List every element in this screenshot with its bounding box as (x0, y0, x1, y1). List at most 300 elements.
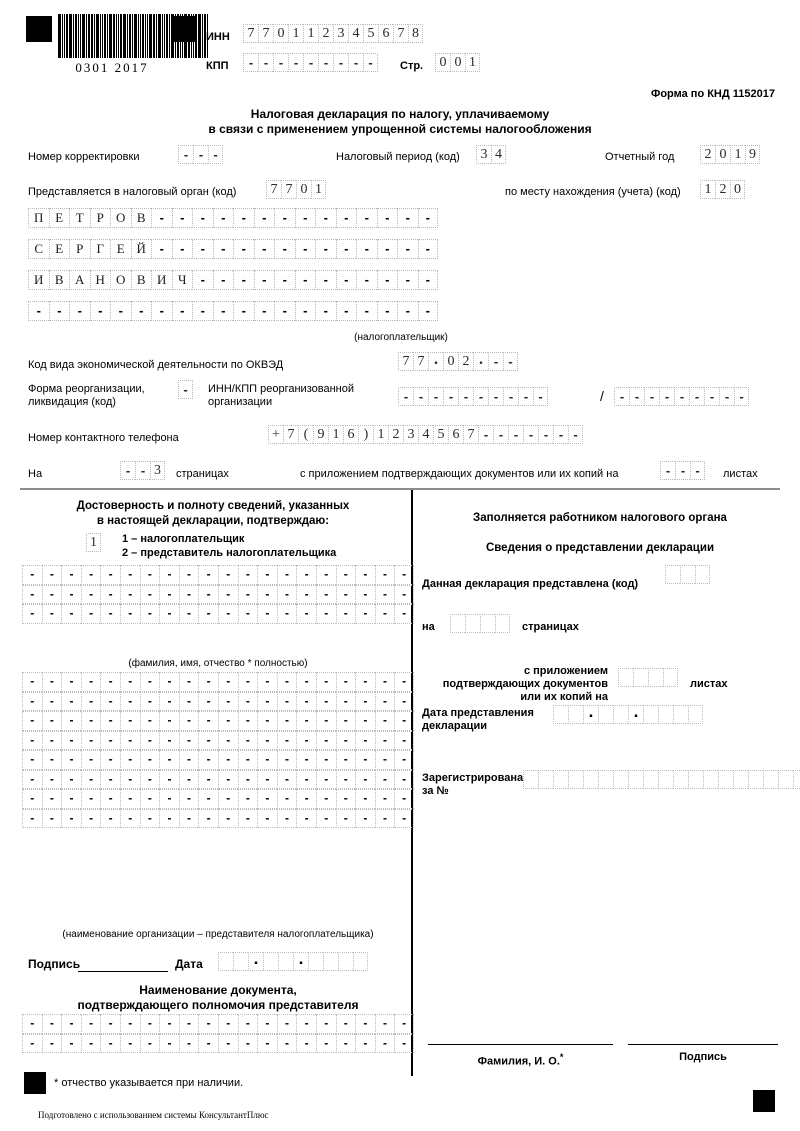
cell[interactable]: - (198, 789, 218, 809)
fio-input-row[interactable] (22, 604, 414, 624)
cell[interactable]: - (355, 711, 375, 731)
cell[interactable]: - (355, 731, 375, 751)
cell[interactable]: - (120, 1034, 140, 1054)
cell[interactable]: - (42, 809, 62, 829)
cell[interactable]: - (336, 1014, 356, 1034)
confirm-fio-rows[interactable] (22, 565, 414, 624)
cell[interactable] (553, 705, 568, 724)
cell[interactable]: - (238, 809, 258, 829)
location-value[interactable] (700, 180, 745, 199)
cell[interactable]: - (120, 604, 140, 624)
cell[interactable]: - (316, 692, 336, 712)
cell[interactable]: - (61, 604, 81, 624)
cell[interactable]: - (316, 672, 336, 692)
cell[interactable]: - (257, 789, 277, 809)
cell[interactable]: - (159, 770, 179, 790)
cell[interactable]: Е (49, 239, 70, 259)
cell[interactable]: - (257, 672, 277, 692)
cell[interactable]: - (316, 565, 336, 585)
cell[interactable]: - (100, 1034, 120, 1054)
cell[interactable]: 4 (491, 145, 506, 164)
cell[interactable]: - (42, 692, 62, 712)
cell[interactable]: - (131, 301, 152, 321)
cell[interactable]: - (22, 585, 42, 605)
cell[interactable]: - (518, 387, 533, 406)
cell[interactable]: - (704, 387, 719, 406)
cell[interactable]: - (538, 425, 553, 444)
cell[interactable]: - (336, 770, 356, 790)
cell[interactable]: - (238, 770, 258, 790)
cell[interactable] (643, 705, 658, 724)
cell[interactable]: - (49, 301, 70, 321)
cell[interactable]: - (179, 1034, 199, 1054)
cell[interactable]: - (140, 789, 160, 809)
cell[interactable]: 1 (303, 24, 318, 43)
cell[interactable]: - (120, 750, 140, 770)
cell[interactable]: - (397, 208, 418, 228)
cell[interactable]: 2 (715, 180, 730, 199)
cell[interactable]: - (238, 1014, 258, 1034)
signature-line[interactable] (78, 970, 168, 972)
cell[interactable]: - (22, 809, 42, 829)
cell[interactable]: - (198, 672, 218, 692)
cell[interactable]: - (316, 750, 336, 770)
cell[interactable]: - (238, 585, 258, 605)
cell[interactable]: 0 (730, 180, 745, 199)
cell[interactable]: - (355, 809, 375, 829)
cell[interactable]: - (394, 809, 414, 829)
cell[interactable]: - (159, 692, 179, 712)
cell[interactable] (673, 770, 688, 789)
cell[interactable]: - (100, 672, 120, 692)
cell[interactable]: - (296, 770, 316, 790)
correction-value[interactable] (178, 145, 223, 164)
cell[interactable]: - (488, 352, 503, 371)
cell[interactable]: Р (90, 208, 111, 228)
cell[interactable]: - (254, 208, 275, 228)
cell[interactable]: - (22, 672, 42, 692)
official-fio-line[interactable] (428, 1043, 613, 1045)
cell[interactable]: - (172, 301, 193, 321)
cell[interactable]: - (218, 731, 238, 751)
cell[interactable]: - (120, 585, 140, 605)
cell[interactable]: - (61, 809, 81, 829)
cell[interactable]: - (218, 770, 238, 790)
cell[interactable]: 0 (450, 53, 465, 72)
cell[interactable]: - (61, 711, 81, 731)
cell[interactable]: - (179, 789, 199, 809)
cell[interactable]: 6 (448, 425, 463, 444)
cell[interactable] (778, 770, 793, 789)
fio-input-row[interactable] (22, 565, 414, 585)
cell[interactable]: - (734, 387, 749, 406)
cell[interactable]: 3 (403, 425, 418, 444)
cell[interactable] (695, 565, 710, 584)
cell[interactable]: - (179, 1014, 199, 1034)
cell[interactable]: - (355, 585, 375, 605)
cell[interactable]: - (336, 565, 356, 585)
cell[interactable]: - (355, 565, 375, 585)
cell[interactable]: 6 (343, 425, 358, 444)
cell[interactable]: - (100, 585, 120, 605)
cell[interactable]: 7 (463, 425, 478, 444)
cell[interactable]: - (22, 604, 42, 624)
cell[interactable]: - (375, 672, 395, 692)
cell[interactable]: 7 (393, 24, 408, 43)
cell[interactable]: - (218, 750, 238, 770)
cell[interactable] (643, 770, 658, 789)
cell[interactable]: 9 (313, 425, 328, 444)
okved-value[interactable] (398, 352, 518, 371)
cell[interactable]: - (218, 789, 238, 809)
cell[interactable]: - (110, 301, 131, 321)
cell[interactable]: Е (110, 239, 131, 259)
cell[interactable]: - (140, 711, 160, 731)
cell[interactable]: - (315, 301, 336, 321)
cell[interactable]: - (22, 789, 42, 809)
cell[interactable]: - (348, 53, 363, 72)
cell[interactable]: - (428, 387, 443, 406)
cell[interactable]: 7 (281, 180, 296, 199)
official-date-value[interactable] (553, 702, 703, 724)
cell[interactable] (523, 770, 538, 789)
doc-input-row[interactable] (22, 1034, 414, 1054)
cell[interactable]: 0 (443, 352, 458, 371)
cell[interactable]: - (394, 789, 414, 809)
cell[interactable]: - (233, 301, 254, 321)
cell[interactable]: - (257, 750, 277, 770)
cell[interactable]: - (503, 352, 518, 371)
cell[interactable]: - (179, 672, 199, 692)
cell[interactable]: - (140, 604, 160, 624)
tax-period-value[interactable] (476, 145, 506, 164)
cell[interactable]: В (131, 208, 152, 228)
cell[interactable]: - (254, 270, 275, 290)
cell[interactable]: - (172, 239, 193, 259)
cell[interactable]: - (418, 208, 439, 228)
cell[interactable]: - (273, 53, 288, 72)
cell[interactable]: 6 (378, 24, 393, 43)
cell[interactable]: - (61, 565, 81, 585)
cell[interactable]: - (316, 1014, 336, 1034)
cell[interactable]: - (100, 789, 120, 809)
cell[interactable]: - (296, 731, 316, 751)
cell[interactable]: - (316, 585, 336, 605)
cell[interactable]: - (336, 809, 356, 829)
cell[interactable]: - (140, 750, 160, 770)
cell[interactable]: - (315, 239, 336, 259)
cell[interactable]: - (179, 731, 199, 751)
cell[interactable]: - (120, 711, 140, 731)
cell[interactable]: - (179, 770, 199, 790)
cell[interactable]: - (120, 461, 135, 480)
cell[interactable]: Г (90, 239, 111, 259)
cell[interactable]: - (257, 1014, 277, 1034)
cell[interactable]: - (394, 692, 414, 712)
cell[interactable]: Т (69, 208, 90, 228)
cell[interactable]: - (375, 565, 395, 585)
cell[interactable]: - (277, 692, 297, 712)
cell[interactable]: - (61, 1034, 81, 1054)
cell[interactable]: 0 (296, 180, 311, 199)
cell[interactable]: 7 (243, 24, 258, 43)
cell[interactable]: - (295, 270, 316, 290)
cell[interactable]: - (218, 1034, 238, 1054)
cell[interactable]: - (198, 1034, 218, 1054)
org-input-row[interactable] (22, 750, 414, 770)
cell[interactable] (278, 952, 293, 971)
cell[interactable]: - (355, 672, 375, 692)
inn-value[interactable] (243, 24, 423, 43)
cell[interactable]: - (288, 53, 303, 72)
cell[interactable]: - (394, 672, 414, 692)
reorg-kpp-value[interactable] (614, 387, 749, 406)
cell[interactable]: - (356, 301, 377, 321)
phone-value[interactable] (268, 425, 583, 444)
cell[interactable]: 3 (476, 145, 491, 164)
taxpayer-name-row-3[interactable] (28, 270, 438, 290)
cell[interactable]: - (277, 1014, 297, 1034)
cell[interactable]: - (258, 53, 273, 72)
cell[interactable]: - (120, 565, 140, 585)
cell[interactable] (748, 770, 763, 789)
signature-date-value[interactable] (218, 949, 368, 971)
cell[interactable]: - (533, 387, 548, 406)
page-value[interactable] (435, 53, 480, 72)
cell[interactable]: - (257, 711, 277, 731)
cell[interactable]: - (238, 604, 258, 624)
cell[interactable]: - (355, 1034, 375, 1054)
cell[interactable]: - (159, 565, 179, 585)
cell[interactable] (688, 705, 703, 724)
cell[interactable]: - (316, 604, 336, 624)
cell[interactable]: 4 (348, 24, 363, 43)
cell[interactable]: - (159, 789, 179, 809)
cell[interactable] (763, 770, 778, 789)
cell[interactable] (688, 770, 703, 789)
cell[interactable]: - (140, 770, 160, 790)
cell[interactable]: - (120, 789, 140, 809)
cell[interactable]: 1 (311, 180, 326, 199)
cell[interactable] (658, 705, 673, 724)
cell[interactable]: + (268, 425, 283, 444)
cell[interactable]: 7 (398, 352, 413, 371)
cell[interactable] (665, 565, 680, 584)
confirm-org-rows[interactable] (22, 672, 414, 828)
cell[interactable]: И (28, 270, 49, 290)
cell[interactable]: - (277, 731, 297, 751)
cell[interactable] (568, 705, 583, 724)
cell[interactable]: - (356, 270, 377, 290)
cell[interactable]: - (151, 208, 172, 228)
cell[interactable]: - (277, 809, 297, 829)
cell[interactable]: - (81, 809, 101, 829)
cell[interactable]: - (238, 789, 258, 809)
confirm-doc-rows[interactable] (22, 1014, 414, 1053)
cell[interactable]: - (394, 750, 414, 770)
cell[interactable]: - (179, 604, 199, 624)
cell[interactable]: - (336, 672, 356, 692)
cell[interactable]: - (336, 750, 356, 770)
cell[interactable]: - (375, 809, 395, 829)
cell[interactable]: - (42, 604, 62, 624)
cell[interactable]: - (277, 565, 297, 585)
cell[interactable]: - (418, 301, 439, 321)
official-submitted-value[interactable] (665, 565, 710, 584)
cell[interactable] (703, 770, 718, 789)
cell[interactable]: - (315, 270, 336, 290)
cell[interactable]: - (355, 750, 375, 770)
cell[interactable]: - (192, 270, 213, 290)
cell[interactable]: - (316, 770, 336, 790)
cell[interactable]: - (159, 711, 179, 731)
cell[interactable] (598, 705, 613, 724)
cell[interactable]: - (120, 731, 140, 751)
fio-input-row[interactable] (22, 585, 414, 605)
cell[interactable]: - (100, 750, 120, 770)
cell[interactable]: - (198, 604, 218, 624)
cell[interactable]: - (296, 809, 316, 829)
cell[interactable]: - (22, 1014, 42, 1034)
cell[interactable]: - (336, 208, 357, 228)
cell[interactable]: В (131, 270, 152, 290)
cell[interactable]: 1 (700, 180, 715, 199)
cell[interactable]: 8 (408, 24, 423, 43)
cell[interactable]: ) (358, 425, 373, 444)
cell[interactable] (495, 614, 510, 633)
cell[interactable]: - (42, 1034, 62, 1054)
cell[interactable]: 3 (150, 461, 165, 480)
cell[interactable]: - (198, 750, 218, 770)
cell[interactable]: - (355, 604, 375, 624)
cell[interactable]: - (257, 565, 277, 585)
cell[interactable]: - (318, 53, 333, 72)
cell[interactable]: А (69, 270, 90, 290)
cell[interactable] (553, 770, 568, 789)
cell[interactable]: - (198, 692, 218, 712)
cell[interactable]: - (257, 585, 277, 605)
cell[interactable]: . (428, 352, 443, 371)
cell[interactable]: Р (69, 239, 90, 259)
cell[interactable]: - (22, 770, 42, 790)
cell[interactable]: - (100, 809, 120, 829)
cell[interactable]: - (22, 731, 42, 751)
cell[interactable]: 7 (283, 425, 298, 444)
cell[interactable] (480, 614, 495, 633)
cell[interactable]: - (238, 672, 258, 692)
cell[interactable] (308, 952, 323, 971)
cell[interactable]: - (295, 208, 316, 228)
cell[interactable] (450, 614, 465, 633)
cell[interactable]: - (81, 770, 101, 790)
cell[interactable]: - (179, 750, 199, 770)
cell[interactable]: - (394, 565, 414, 585)
cell[interactable]: - (140, 672, 160, 692)
org-input-row[interactable] (22, 770, 414, 790)
cell[interactable]: - (213, 239, 234, 259)
cell[interactable]: - (336, 789, 356, 809)
cell[interactable]: - (159, 604, 179, 624)
cell[interactable]: - (375, 711, 395, 731)
cell[interactable]: - (159, 750, 179, 770)
cell[interactable]: И (151, 270, 172, 290)
cell[interactable]: - (375, 604, 395, 624)
cell[interactable] (353, 952, 368, 971)
cell[interactable]: - (274, 270, 295, 290)
cell[interactable]: - (81, 789, 101, 809)
cell[interactable]: - (178, 145, 193, 164)
cell[interactable]: - (394, 604, 414, 624)
cell[interactable]: - (213, 208, 234, 228)
cell[interactable]: 5 (433, 425, 448, 444)
cell[interactable]: - (140, 809, 160, 829)
cell[interactable]: - (42, 672, 62, 692)
cell[interactable]: - (355, 770, 375, 790)
cell[interactable]: - (296, 789, 316, 809)
cell[interactable]: 7 (413, 352, 428, 371)
cell[interactable]: - (151, 239, 172, 259)
cell[interactable]: 9 (745, 145, 760, 164)
cell[interactable]: - (233, 239, 254, 259)
cell[interactable]: - (568, 425, 583, 444)
cell[interactable] (218, 952, 233, 971)
cell[interactable]: - (336, 692, 356, 712)
official-sign-line[interactable] (628, 1043, 778, 1045)
cell[interactable]: - (277, 585, 297, 605)
cell[interactable]: - (254, 301, 275, 321)
cell[interactable]: - (488, 387, 503, 406)
cell[interactable]: - (140, 1014, 160, 1034)
cell[interactable]: - (375, 750, 395, 770)
cell[interactable]: 1 (86, 533, 101, 552)
cell[interactable]: - (100, 692, 120, 712)
cell[interactable]: - (178, 380, 193, 399)
cell[interactable]: - (238, 750, 258, 770)
cell[interactable]: - (140, 585, 160, 605)
cell[interactable] (233, 952, 248, 971)
cell[interactable]: - (22, 711, 42, 731)
cell[interactable]: - (336, 301, 357, 321)
cell[interactable] (658, 770, 673, 789)
cell[interactable]: - (296, 750, 316, 770)
cell[interactable]: - (553, 425, 568, 444)
cell[interactable]: - (120, 692, 140, 712)
cell[interactable]: - (295, 239, 316, 259)
cell[interactable]: - (61, 750, 81, 770)
cell[interactable]: - (316, 731, 336, 751)
cell[interactable]: - (257, 604, 277, 624)
cell[interactable]: - (375, 789, 395, 809)
cell[interactable]: - (316, 809, 336, 829)
cell[interactable]: 4 (418, 425, 433, 444)
cell[interactable]: - (81, 711, 101, 731)
cell[interactable]: 0 (715, 145, 730, 164)
cell[interactable]: - (140, 1034, 160, 1054)
cell[interactable]: - (296, 711, 316, 731)
report-year-value[interactable] (700, 145, 760, 164)
cell[interactable]: - (660, 461, 675, 480)
cell[interactable]: - (198, 1014, 218, 1034)
cell[interactable]: - (363, 53, 378, 72)
cell[interactable]: - (218, 1014, 238, 1034)
cell[interactable]: - (336, 1034, 356, 1054)
cell[interactable]: 2 (318, 24, 333, 43)
cell[interactable]: - (397, 301, 418, 321)
cell[interactable]: - (61, 789, 81, 809)
cell[interactable] (598, 770, 613, 789)
cell[interactable]: - (81, 604, 101, 624)
cell[interactable]: 0 (273, 24, 288, 43)
